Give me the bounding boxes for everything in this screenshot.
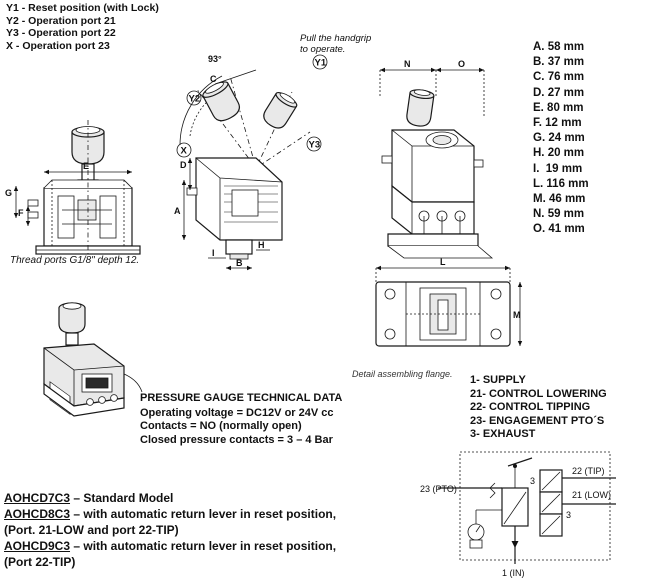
legend-line-x: X - Operation port 23: [6, 39, 110, 52]
dimension-e: E. 80 mm: [533, 101, 584, 114]
dimension-o: O. 41 mm: [533, 223, 585, 236]
label-B: B: [236, 258, 243, 268]
label-L: L: [440, 258, 446, 267]
legend-line-y2: Y2 - Operation port 21: [6, 14, 116, 27]
dimension-c: C. 76 mm: [533, 71, 585, 84]
model-code-3: AOHCD9C3: [4, 539, 71, 553]
model-desc-2: – with automatic return lever in reset position,: [70, 507, 337, 521]
schematic-label-22: 22 (TIP): [572, 466, 605, 476]
dimension-f: F. 12 mm: [533, 117, 582, 130]
hydraulic-schematic: [420, 448, 645, 578]
port-21: 21- CONTROL LOWERING: [470, 387, 607, 400]
pressure-gauge-data: [140, 392, 342, 447]
schematic-label-23: 23 (PTO): [420, 484, 457, 494]
label-E: E: [83, 161, 90, 171]
drawing-front-view: [0, 60, 175, 260]
dimension-h: H. 20 mm: [533, 147, 585, 160]
model-desc-3: – with automatic return lever in reset position,: [70, 539, 337, 553]
model-code-2: AOHCD8C3: [4, 507, 71, 521]
port-23: 23- ENGAGEMENT PTO´S: [470, 414, 605, 427]
dimension-b: B. 37 mm: [533, 56, 585, 69]
schematic-label-21: 21 (LOW): [572, 490, 612, 500]
gauge-voltage: Operating voltage = DC12V or 24V cc: [140, 406, 334, 419]
schematic-num-3-left: 3: [530, 476, 536, 486]
flange-detail-note: Detail assembling flange.: [352, 369, 453, 379]
handgrip-note-line2: to operate.: [300, 44, 346, 55]
handgrip-note-line1: Pull the handgrip: [300, 33, 372, 44]
tag-Y2: Y2: [188, 93, 201, 105]
gauge-contacts: Contacts = NO (normally open): [140, 420, 302, 432]
label-angle: 93°: [208, 54, 222, 64]
ports-legend: [470, 374, 607, 442]
dimension-n: N. 59 mm: [533, 208, 585, 221]
port-1: 1- SUPPLY: [470, 374, 526, 386]
dimension-i: I. 19 mm: [533, 162, 583, 175]
schematic-label-1: 1 (IN): [502, 568, 525, 578]
drawing-rear-view: [358, 56, 518, 271]
schematic-num-3-right: 3: [566, 510, 572, 520]
label-F: F: [18, 208, 24, 218]
drawing-flange-detail: [358, 258, 528, 368]
label-C: C: [210, 74, 217, 84]
drawing-3d-view: [20, 288, 150, 423]
thread-ports-note: Thread ports G1/8" depth 12.: [10, 255, 140, 266]
dimension-m: M. 46 mm: [533, 193, 586, 206]
dimension-d: D. 27 mm: [533, 86, 585, 99]
gauge-title: PRESSURE GAUGE TECHNICAL DATA: [140, 392, 343, 404]
dimension-a: A. 58 mm: [533, 41, 585, 53]
model-code-1: AOHCD7C3: [4, 491, 71, 505]
tag-Y3: Y3: [308, 139, 321, 151]
legend-line-y1: Y1 - Reset position (with Lock): [6, 2, 159, 14]
model-row-1: [4, 490, 336, 506]
label-G: G: [5, 188, 13, 198]
label-M: M: [513, 310, 521, 320]
model-desc-1: – Standard Model: [70, 491, 174, 505]
drawing-side-view: [160, 40, 350, 275]
model-row-2: [4, 506, 336, 522]
model-row-3: [4, 538, 336, 554]
port-22: 22- CONTROL TIPPING: [470, 401, 591, 413]
legend-line-y3: Y3 - Operation port 22: [6, 27, 116, 39]
label-O: O: [458, 59, 466, 69]
tag-Y1: Y1: [314, 57, 327, 69]
tag-X: X: [180, 145, 187, 157]
legend-top: [6, 2, 159, 52]
gauge-pressure: Closed pressure contacts = 3 – 4 Bar: [140, 433, 333, 446]
dimension-g: G. 24 mm: [533, 132, 585, 145]
label-H: H: [258, 240, 265, 250]
label-I: I: [212, 248, 215, 258]
label-D: D: [180, 160, 187, 170]
dimension-list: [533, 40, 589, 238]
model-extra-3: (Port 22-TIP): [4, 555, 76, 569]
model-extra-2: (Port. 21-LOW and port 22-TIP): [4, 523, 179, 537]
dimension-l: L. 116 mm: [533, 177, 589, 190]
model-list: [4, 490, 336, 570]
port-3: 3- EXHAUST: [470, 428, 536, 440]
label-A: A: [174, 206, 181, 216]
label-N: N: [404, 59, 411, 69]
